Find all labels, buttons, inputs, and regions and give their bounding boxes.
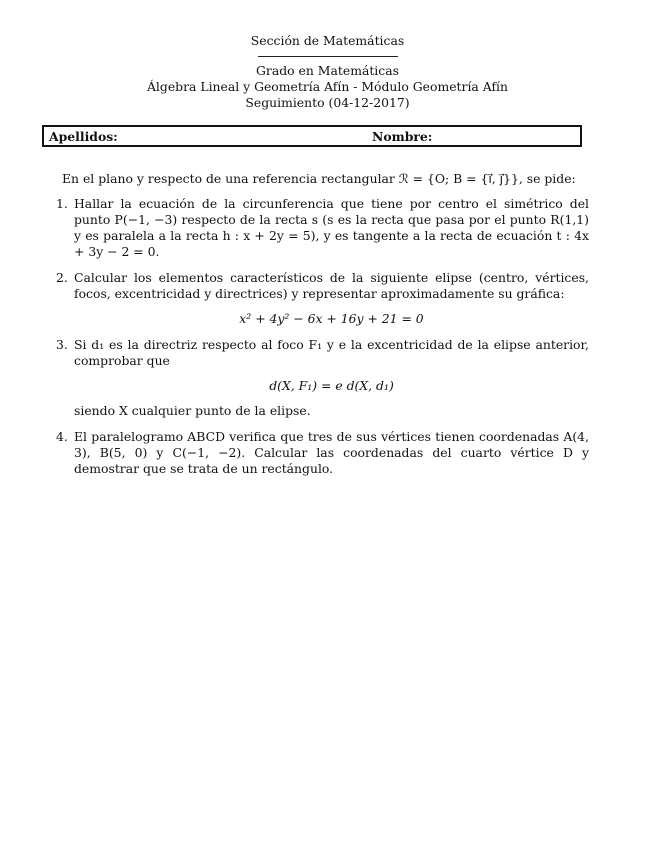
exam-header bbox=[0, 33, 655, 111]
exercise-list bbox=[56, 196, 589, 487]
ellipse-equation: x² + 4y² − 6x + 16y + 21 = 0 bbox=[239, 311, 424, 326]
exercise-3 bbox=[56, 337, 589, 419]
exercise-number: 3. bbox=[56, 337, 68, 352]
exercise-2 bbox=[56, 270, 589, 327]
exercise-text-after: siendo X cualquier punto de la elipse. bbox=[74, 403, 311, 418]
exam-date: Seguimiento (04-12-2017) bbox=[245, 95, 410, 110]
exercise-4 bbox=[56, 429, 589, 477]
exercise-number: 1. bbox=[56, 196, 68, 211]
header-rule bbox=[258, 56, 398, 57]
student-name-box bbox=[42, 125, 582, 147]
exercise-text: Calcular los elementos característicos de la siguiente elipse (centro, vértices, focos, excentricidad y directrices) y representar aproximadamente su gráfica: bbox=[74, 270, 589, 301]
directrix-equation: d(X, F₁) = e d(X, d₁) bbox=[269, 378, 394, 393]
exercise-1 bbox=[56, 196, 589, 260]
intro-text: En el plano y respecto de una referencia rectangular ℛ = {O; B = {i⃗, j⃗}}, se pide: bbox=[62, 171, 576, 186]
course-title: Álgebra Lineal y Geometría Afín - Módulo Geometría Afín bbox=[146, 79, 509, 94]
exercise-number: 4. bbox=[56, 429, 68, 444]
section-title: Sección de Matemáticas bbox=[250, 33, 405, 48]
degree-title: Grado en Matemáticas bbox=[256, 63, 399, 78]
exercise-number: 2. bbox=[56, 270, 68, 285]
exercise-text: Si d₁ es la directriz respecto al foco F₁ y e la excentricidad de la elipse anterior, comprobar que bbox=[74, 337, 589, 368]
exercise-text: Hallar la ecuación de la circunferencia que tiene por centro el simétrico del punto P(−1, −3) respecto de la recta s (s es la recta que pasa por el punto R(1,1) y es paralela a la recta h : x + 2y = 5), y es tangente a la recta de ecuación t : 4x + 3y − 2 = 0. bbox=[74, 196, 589, 259]
surname-label: Apellidos: bbox=[49, 129, 118, 144]
exercise-text: El paralelogramo ABCD verifica que tres de sus vértices tienen coordenadas A(4, 3), B(5, 0) y C(−1, −2). Calcular las coordenadas del cuarto vértice D y demostrar que se trata de un rectángulo. bbox=[74, 429, 589, 476]
name-label: Nombre: bbox=[372, 129, 433, 144]
